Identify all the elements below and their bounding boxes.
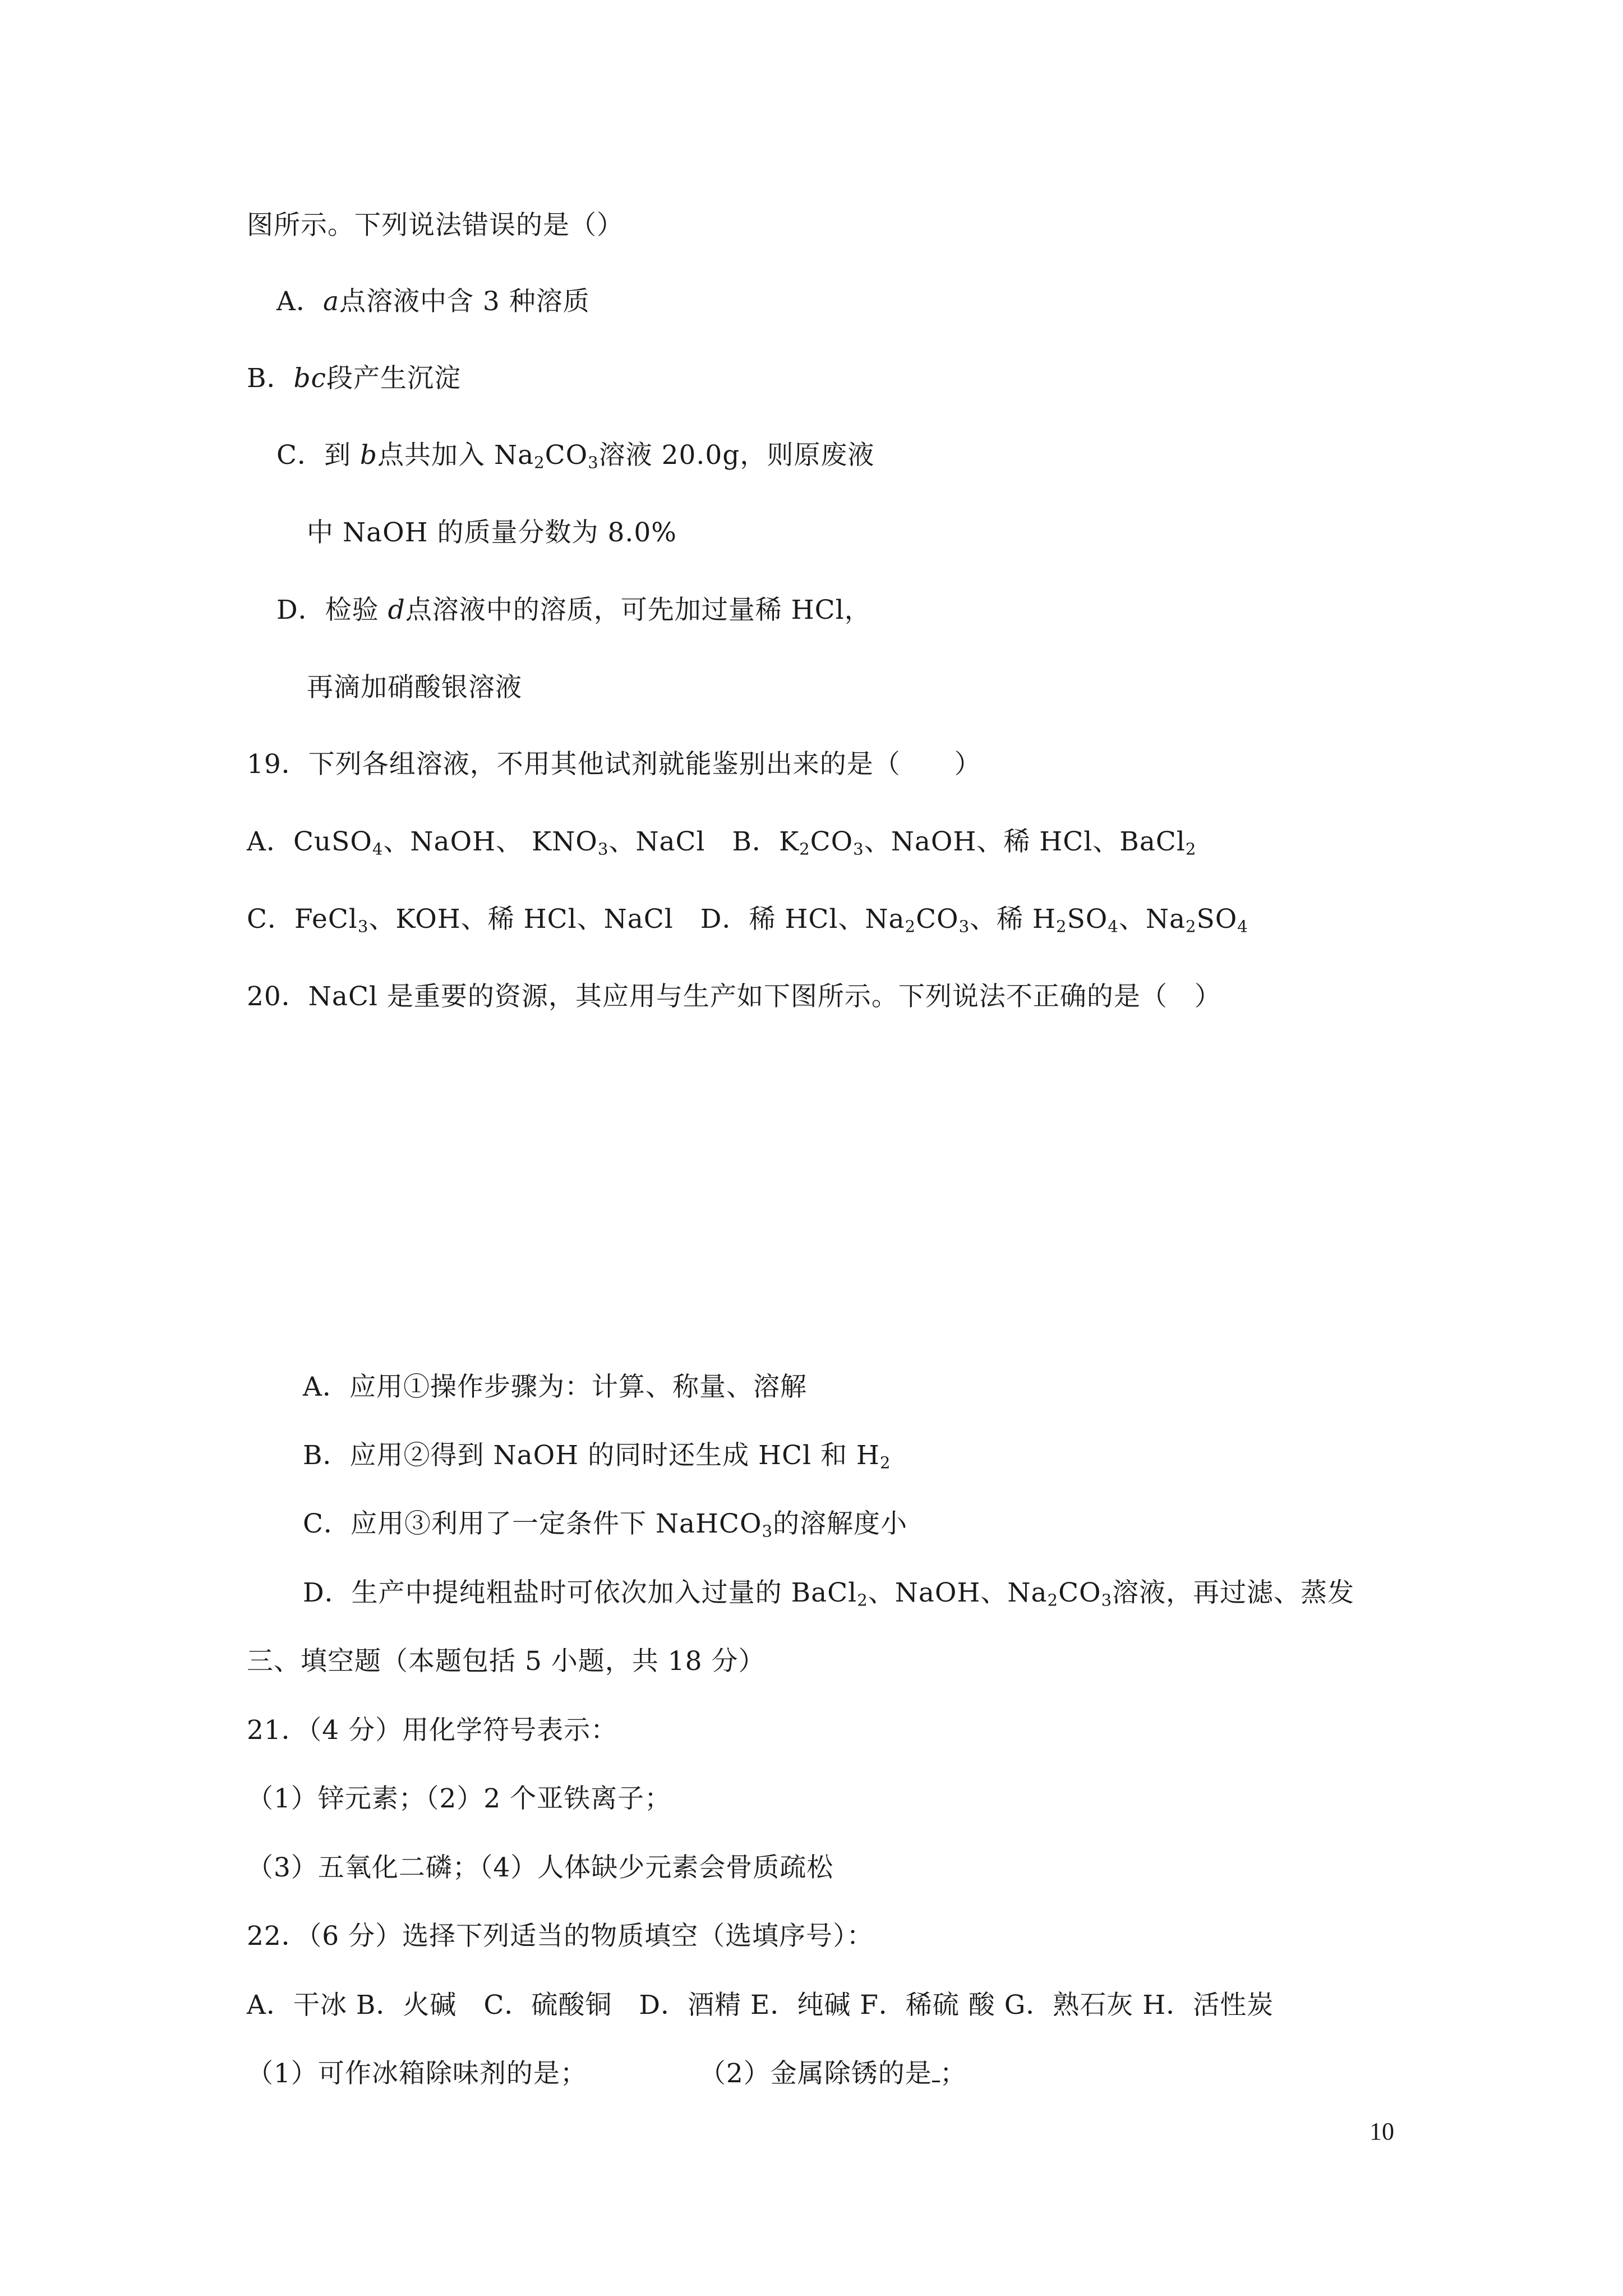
q18-option-c-line2: 中 NaOH 的质量分数为 8.0% <box>307 517 677 548</box>
q20-option-c: C．应用③利用了一定条件下 NaHCO$_3$的溶解度小 <box>303 1508 908 1541</box>
q19-stem: 19．下列各组溶液，不用其他试剂就能鉴别出来的是（ ） <box>247 749 981 780</box>
q18-option-b: B．bc段产生沉淀 <box>247 363 461 394</box>
q18-option-a: A．a点溶液中含 3 种溶质 <box>276 286 590 317</box>
q21-line2: （3）五氧化二磷；（4）人体缺少元素会骨质疏松 <box>247 1852 834 1883</box>
q22-options: A．干冰 B．火碱 C．硫酸铜 D．酒精 E．纯碱 F．稀硫 酸 G．熟石灰 H．活性炭 <box>247 1990 1274 2021</box>
q18-stem-tail: 图所示。下列说法错误的是（） <box>247 210 624 241</box>
answer-blank <box>932 2069 940 2082</box>
q20-option-d: D．生产中提纯粗盐时可依次加入过量的 BaCl$_2$、NaOH、$Na_2CO_3$溶液，再过滤、蒸发 <box>303 1577 1355 1610</box>
q21-line1: （1）锌元素；（2）2 个亚铁离子； <box>247 1783 672 1814</box>
q18-option-d-line1: D．检验 d点溶液中的溶质，可先加过量稀 HCl， <box>276 595 872 625</box>
q19-options-cd: C．FeCl$_3$、KOH、稀 HCl、NaCl D．稀 HCl、$Na_2CO_3$、稀 $H_2SO_4$、$Na_2SO_4$ <box>247 904 1248 936</box>
q22-stem: 22．（6 分）选择下列适当的物质填空（选填序号）： <box>247 1921 874 1952</box>
q21-stem: 21．（4 分）用化学符号表示： <box>247 1715 618 1746</box>
q20-option-b: B．应用②得到 NaOH 的同时还生成 HCl 和 $H_2$ <box>303 1440 891 1473</box>
q20-option-a: A．应用①操作步骤为：计算、称量、溶解 <box>303 1372 807 1402</box>
q18-option-d-line2: 再滴加硝酸银溶液 <box>307 672 522 703</box>
q19-options-ab: A．CuSO$_4$、NaOH、 $KNO_3$、NaCl B．$K_2CO_3$、NaOH、稀 HCl、BaCl$_2$ <box>247 826 1197 859</box>
section-three-heading: 三、填空题（本题包括 5 小题，共 18 分） <box>247 1646 766 1677</box>
page-number: 10 <box>1370 2118 1394 2145</box>
q20-stem: 20．NaCl 是重要的资源，其应用与生产如下图所示。下列说法不正确的是（ ） <box>247 981 1221 1012</box>
q20-figure-area <box>247 1027 1346 1341</box>
q22-line1: （1）可作冰箱除味剂的是； （2）金属除锈的是 ； <box>247 2058 967 2089</box>
q18-option-c-line1: C．到 b点共加入 $Na_2CO_3$溶液 20.0g，则原废液 <box>276 440 875 472</box>
